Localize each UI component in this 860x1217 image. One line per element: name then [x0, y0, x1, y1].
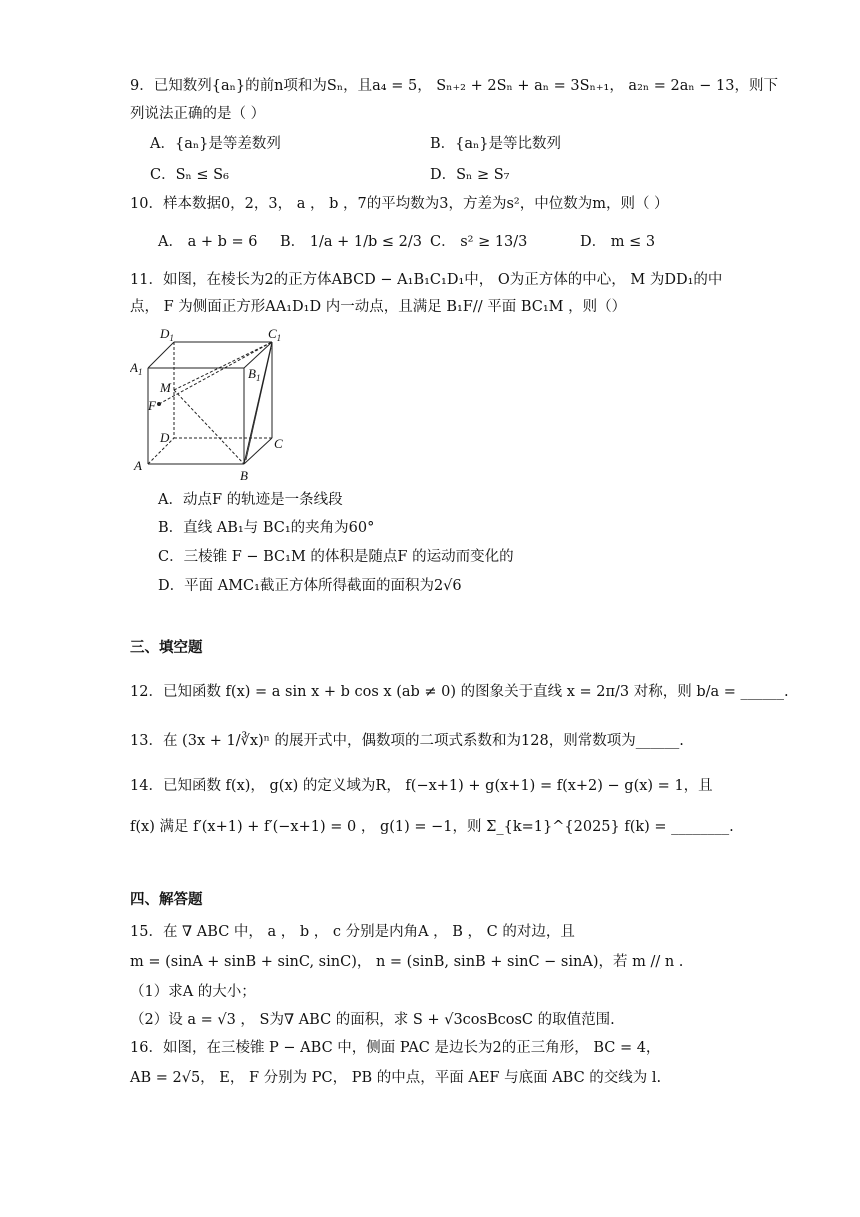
q16-stem-line1: 16．如图，在三棱锥 P − ABC 中，侧面 PAC 是边长为2的正三角形， BC = 4， — [130, 1040, 661, 1056]
q11-stem-line1: 11．如图，在棱长为2的正方体ABCD − A₁B₁C₁D₁中， O为正方体的中心， M 为DD₁的中 — [130, 272, 723, 288]
q12-stem: 12．已知函数 f(x) = a sin x + b cos x (ab ≠ 0) 的图象关于直线 x = 2π/3 对称，则 b/a = ______. — [130, 684, 789, 700]
q11-stem-line2: 点， F 为侧面正方形AA₁D₁D 内一动点，且满足 B₁F// 平面 BC₁M ，则（） — [130, 299, 627, 315]
label-m: M — [160, 380, 171, 395]
q9-stem-line2: 列说法正确的是（ ） — [130, 106, 266, 122]
q10-option-a: A． a + b = 6 — [158, 234, 258, 250]
q15-stem-line2: m = (sinA + sinB + sinC, sinC)， n = (sinB, sinB + sinC − sinA)，若 m // n . — [130, 954, 684, 970]
q10-option-c: C． s² ≥ 13/3 — [430, 234, 528, 250]
q11-option-d: D．平面 AMC₁截正方体所得截面的面积为2√6 — [158, 578, 462, 594]
q9-stem-line1: 9．已知数列{aₙ}的前n项和为Sₙ，且a₄ = 5， Sₙ₊₂ + 2Sₙ + aₙ = 3Sₙ₊₁， a₂ₙ = 2aₙ − 13，则下 — [130, 78, 778, 94]
cube-figure — [130, 324, 290, 482]
q9-option-b: B．{aₙ}是等比数列 — [430, 136, 562, 152]
q16-stem-line2: AB = 2√5， E， F 分别为 PC， PB 的中点，平面 AEF 与底面 ABC 的交线为 l. — [130, 1070, 662, 1086]
q9-option-a: A．{aₙ}是等差数列 — [150, 136, 281, 152]
label-d: D — [160, 430, 170, 445]
section-solution-heading: 四、解答题 — [130, 892, 203, 908]
q15-stem-line1: 15．在 ∇ ABC 中， a ， b ， c 分别是内角A ， B ， C 的对边，且 — [130, 924, 575, 940]
label-c1: $C_1$ — [268, 326, 282, 343]
q10-option-b: B． 1/a + 1/b ≤ 2/3 — [280, 234, 422, 250]
q9-option-c: C．Sₙ ≤ S₆ — [150, 167, 229, 183]
label-b1: $B_1$ — [248, 366, 261, 383]
q15-part1: （1）求A 的大小； — [130, 984, 256, 1000]
q11-option-c: C．三棱锥 F − BC₁M 的体积是随点F 的运动而变化的 — [158, 549, 514, 565]
q14-stem-line1: 14．已知函数 f(x)， g(x) 的定义域为R， f(−x+1) + g(x+1) = f(x+2) − g(x) = 1，且 — [130, 778, 713, 794]
q14-stem-line2: f(x) 满足 f′(x+1) + f′(−x+1) = 0 ， g(1) = −1，则 Σ_{k=1}^{2025} f(k) = ________. — [130, 819, 734, 835]
section-fill-blank-heading: 三、填空题 — [130, 640, 203, 656]
q15-part2: （2）设 a = √3 ， S为∇ ABC 的面积，求 S + √3cosBcosC 的取值范围. — [130, 1012, 615, 1028]
q13-stem: 13．在 (3x + 1/∛x)ⁿ 的展开式中，偶数项的二项式系数和为128，则常数项为______. — [130, 733, 684, 749]
label-a1: $A_1$ — [130, 360, 143, 377]
label-b: B — [240, 468, 248, 482]
q10-stem: 10．样本数据0，2，3， a ， b ，7的平均数为3，方差为s²，中位数为m，则（ ） — [130, 196, 669, 212]
q11-option-a: A．动点F 的轨迹是一条线段 — [158, 492, 343, 508]
label-a: A — [134, 458, 142, 473]
label-f: F — [148, 398, 156, 413]
q11-option-b: B．直线 AB₁与 BC₁的夹角为60° — [158, 520, 375, 536]
point-f — [157, 402, 161, 406]
q9-option-d: D．Sₙ ≥ S₇ — [430, 167, 510, 183]
label-c: C — [274, 436, 283, 451]
label-d1: $D_1$ — [160, 326, 174, 343]
q10-option-d: D． m ≤ 3 — [580, 234, 656, 250]
